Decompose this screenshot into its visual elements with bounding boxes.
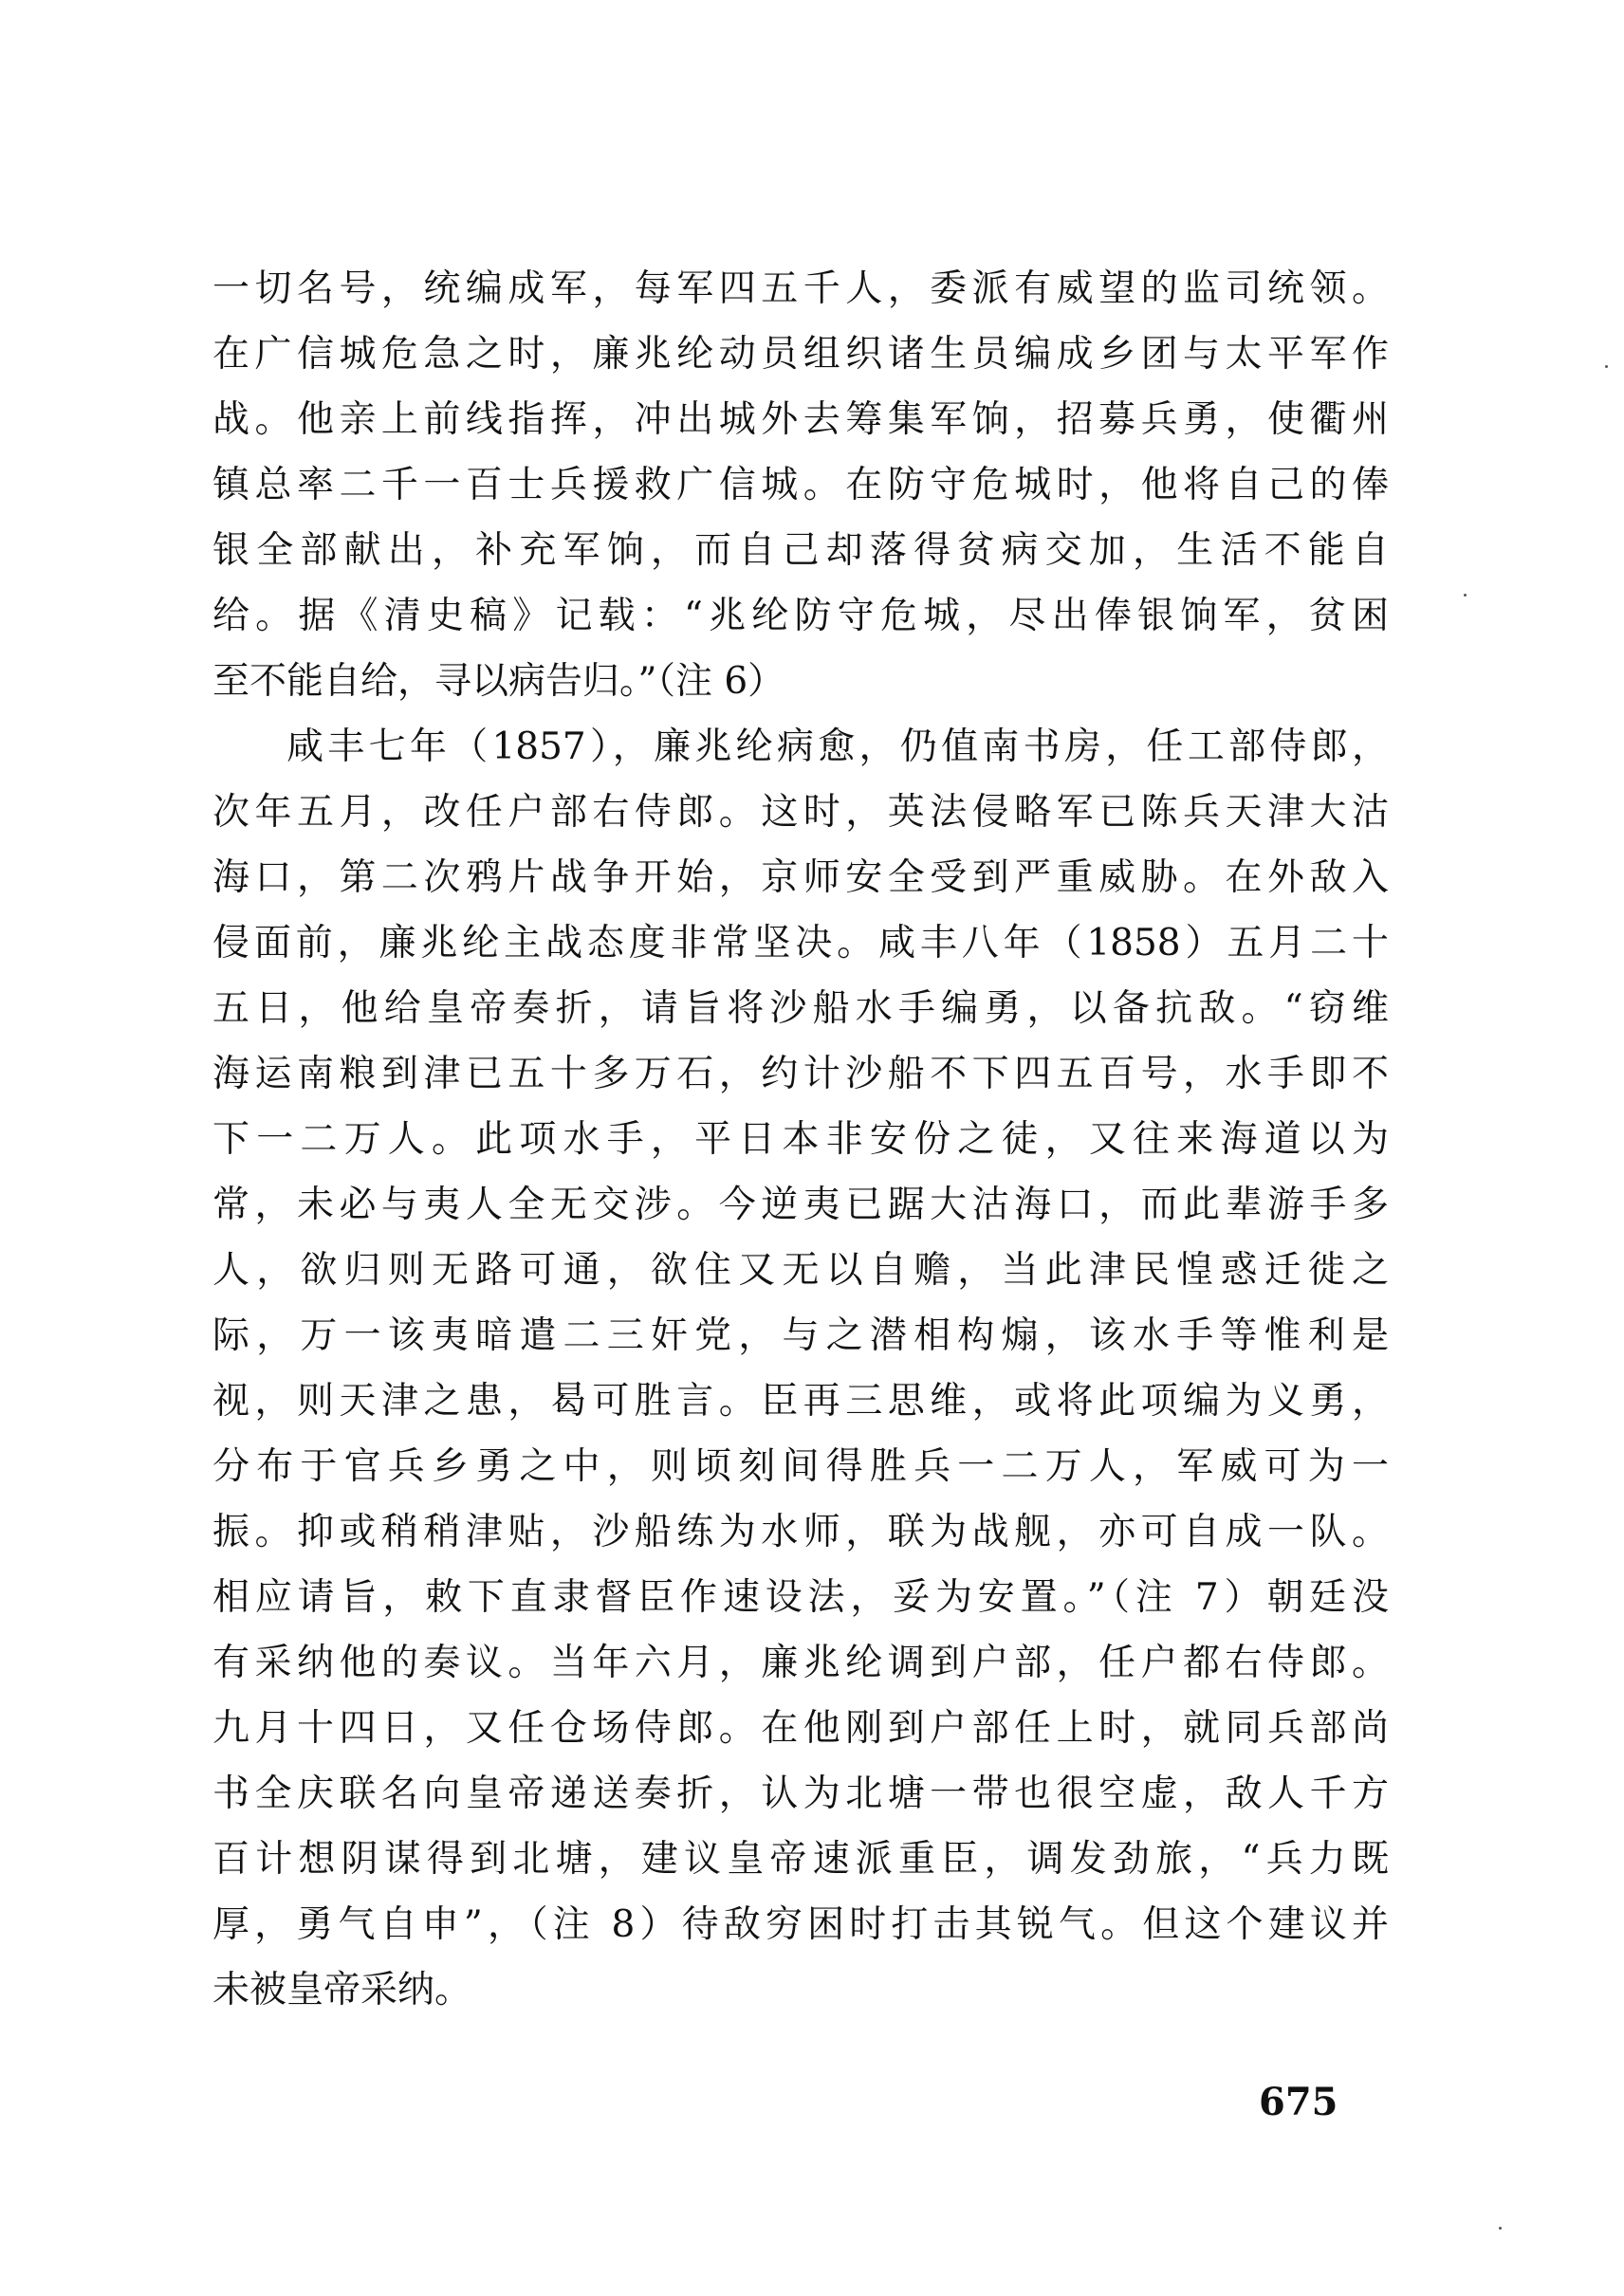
text-line: 海运南粮到津已五十多万石，约计沙船不下四五百号，水手即不 — [212, 1053, 1389, 1095]
paragraph-1 — [212, 256, 1389, 714]
text-line: 厚，勇气自申”，（注 8）待敌穷困时打击其锐气。但这个建议并 — [212, 1903, 1389, 1946]
text-line: 战。他亲上前线指挥，冲出城外去筹集军饷，招募兵勇，使衢州 — [212, 398, 1389, 441]
body-text — [212, 256, 1389, 2023]
page-number: 675 — [1259, 2080, 1338, 2124]
text-line: 振。抑或稍稍津贴，沙船练为水师，联为战舰，亦可自成一队。 — [212, 1511, 1389, 1553]
text-line: 分布于官兵乡勇之中，则顷刻间得胜兵一二万人，军威可为一 — [212, 1445, 1389, 1488]
text-line: 一切名号，统编成军，每军四五千人，委派有威望的监司统领。 — [212, 267, 1389, 310]
scan-speck — [1499, 2227, 1502, 2230]
text-line: 给。据《清史稿》记载：“兆纶防守危城，尽出俸银饷军，贫困 — [212, 595, 1389, 637]
text-line: 相应请旨，敕下直隶督臣作速设法，妥为安置。”（注 7）朝廷没 — [212, 1576, 1389, 1619]
text-line: 人，欲归则无路可通，欲住又无以自赡，当此津民惶惑迁徙之 — [212, 1249, 1389, 1292]
scan-speck — [1464, 594, 1467, 597]
text-line: 至不能自给，寻以病告归。”（注 6） — [212, 660, 785, 703]
text-line: 在广信城危急之时，廉兆纶动员组织诸生员编成乡团与太平军作 — [212, 333, 1389, 376]
text-line: 银全部献出，补充军饷，而自己却落得贫病交加，生活不能自 — [212, 529, 1389, 572]
text-line: 海口，第二次鸦片战争开始，京师安全受到严重威胁。在外敌入 — [212, 856, 1389, 899]
text-line: 镇总率二千一百士兵援救广信城。在防守危城时，他将自己的俸 — [212, 464, 1389, 506]
text-line: 次年五月，改任户部右侍郎。这时，英法侵略军已陈兵天津大沽 — [212, 791, 1389, 834]
text-line: 有采纳他的奏议。当年六月，廉兆纶调到户部，任户都右侍郎。 — [212, 1642, 1389, 1684]
text-line: 书全庆联名向皇帝递送奏折，认为北塘一带也很空虚，敌人千方 — [212, 1773, 1389, 1815]
text-line: 际，万一该夷暗遣二三奸党，与之潜相构煽，该水手等惟利是 — [212, 1314, 1389, 1357]
text-line: 侵面前，廉兆纶主战态度非常坚决。咸丰八年（1858）五月二十 — [212, 922, 1389, 964]
paragraph-2 — [212, 714, 1389, 2023]
text-line: 未被皇帝采纳。 — [212, 1969, 472, 2011]
text-line: 咸丰七年（1857），廉兆纶病愈，仍值南书房，任工部侍郎， — [286, 726, 1389, 768]
text-line: 下一二万人。此项水手，平日本非安份之徒，又往来海道以为 — [212, 1118, 1389, 1161]
text-line: 百计想阴谋得到北塘，建议皇帝速派重臣，调发劲旅，“兵力既 — [212, 1838, 1389, 1881]
text-line: 常，未必与夷人全无交涉。今逆夷已踞大沽海口，而此辈游手多 — [212, 1184, 1389, 1226]
text-line: 九月十四日，又任仓场侍郎。在他刚到户部任上时，就同兵部尚 — [212, 1707, 1389, 1750]
text-line: 视，则天津之患，曷可胜言。臣再三思维，或将此项编为义勇， — [212, 1380, 1389, 1423]
text-line: 五日，他给皇帝奏折，请旨将沙船水手编勇，以备抗敌。“窃维 — [212, 987, 1389, 1030]
scan-speck — [1605, 365, 1608, 368]
